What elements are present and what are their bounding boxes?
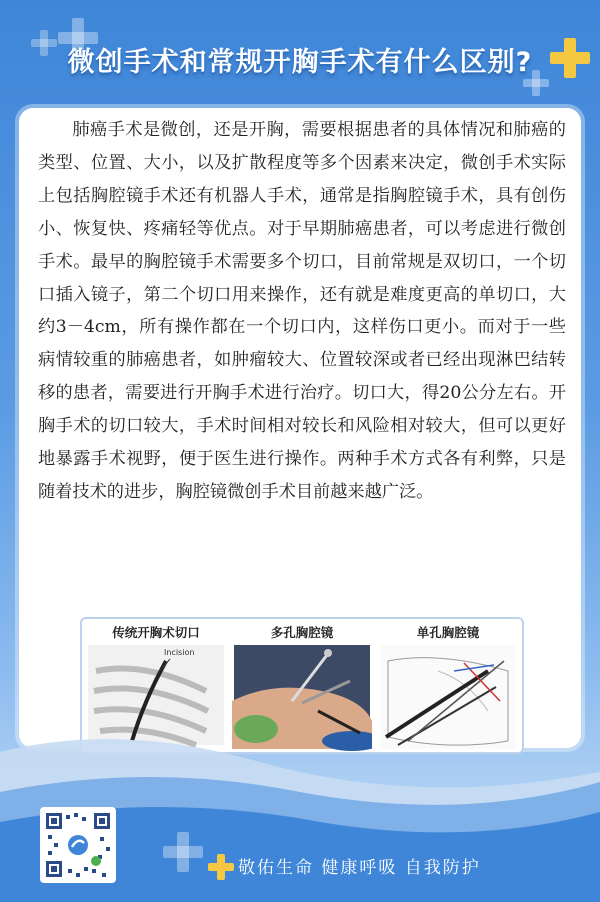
figure-caption: 单孔胸腔镜 [416, 625, 480, 640]
article-paragraph: 肺癌手术是微创，还是开胸，需要根据患者的具体情况和肺癌的类型、位置、大小，以及扩散程度等多个因素来决定，微创手术实际上包括胸腔镜手术还有机器人手术，通常是指胸腔镜手术，具有创伤小、恢复快、疼痛轻等优点。对于早期肺癌患者，可以考虑进行微创手术。最早的胸腔镜手术需要多个切口，目前常规是双切口，一个切口插入镜子，第二个切口用来操作，还有就是难度更高的单切口，大约3－4cm，所有操作都在一个切口内，这样伤口更小。而对于一些病情较重的肺癌患者，如肿瘤较大、位置较深或者已经出现淋巴结转移的患者，需要进行开胸手术进行治疗。切口大，得20公分左右。开胸手术的切口较大，手术时间相对较长和风险相对较大，但可以更好地暴露手术视野，便于医生进行操作。两种手术方式各有利弊，只是随着技术的进步，胸腔镜微创手术目前越来越广泛。 [38, 120, 566, 502]
plus-icon [208, 854, 234, 880]
slogan: 敬佑生命 健康呼吸 自我防护 [238, 858, 481, 878]
incision-label: Incision [164, 648, 195, 657]
figure-caption: 多孔胸腔镜 [270, 625, 334, 640]
plus-decoration-icon [163, 832, 203, 872]
qr-code[interactable] [40, 807, 116, 883]
figure-caption: 传统开胸术切口 [112, 625, 200, 640]
page-title: 微创手术和常规开胸手术有什么区别? [67, 47, 533, 78]
qr-code-icon [40, 807, 116, 883]
